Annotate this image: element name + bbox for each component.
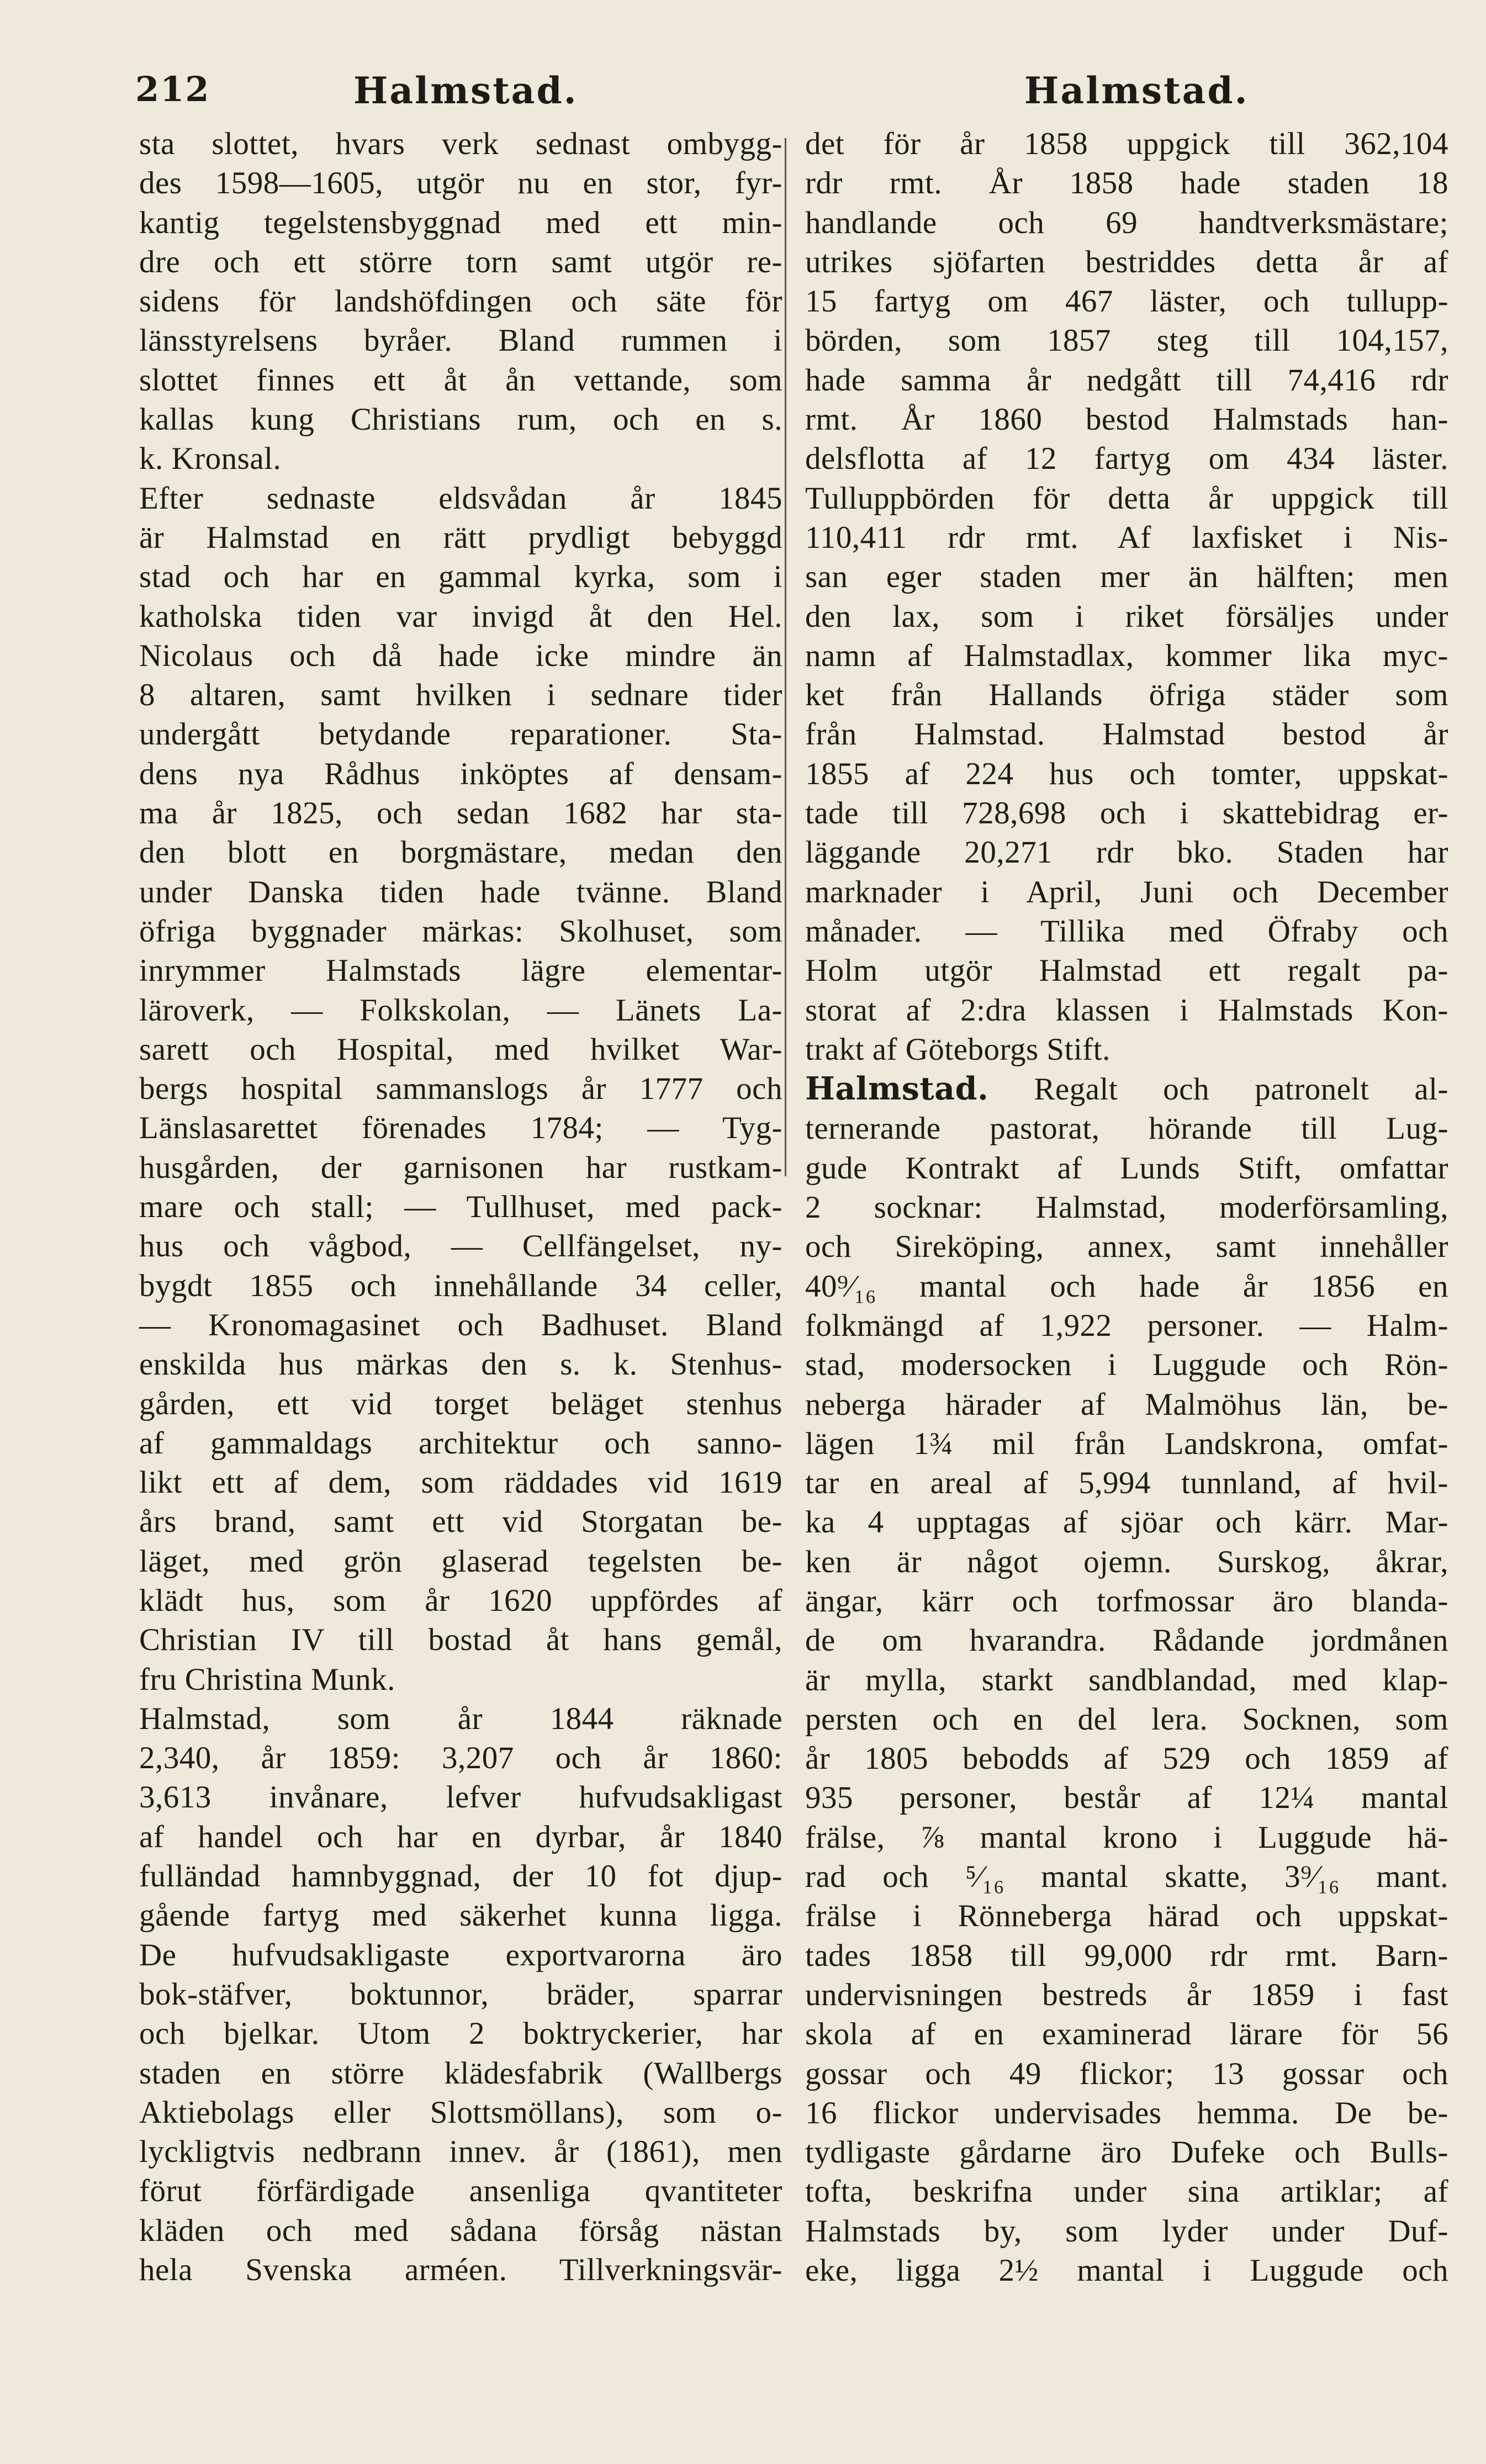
column-divider [785, 138, 786, 1176]
text-line: 16 flickor undervisades hemma. De be- [805, 2095, 1448, 2130]
text-line: 40⁹⁄₁₆ mantal och hade år 1856 en [805, 1268, 1448, 1304]
text-line: ken är något ojemn. Surskog, åkrar, [805, 1544, 1448, 1579]
text-line: sta slottet, hvars verk sednast ombygg- [139, 126, 782, 161]
text-line: Halmstad, som år 1844 räknade [139, 1701, 782, 1736]
text-line: 15 fartyg om 467 läster, och tullupp- [805, 284, 1448, 319]
text-line: läget, med grön glaserad tegelsten be- [139, 1543, 782, 1579]
text-line: kantig tegelstensbyggnad med ett min- [139, 205, 782, 240]
text-line: läggande 20,271 rdr bko. Staden har [805, 835, 1448, 870]
text-line: Tulluppbörden för detta år uppgick till [805, 480, 1448, 516]
text-line: sidens för landshöfdingen och säte för [139, 284, 782, 319]
text-line: under Danska tiden hade tvänne. Bland [139, 874, 782, 910]
text-line: eke, ligga 2½ mantal i Luggude och [805, 2253, 1448, 2288]
text-line: af gammaldags architektur och sanno- [139, 1425, 782, 1461]
text-line: namn af Halmstadlax, kommer lika myc- [805, 638, 1448, 673]
text-line: gående fartyg med säkerhet kunna ligga. [139, 1898, 782, 1933]
text-line: mare och stall; — Tullhuset, med pack- [139, 1189, 782, 1225]
text-line: marknader i April, Juni och December [805, 874, 1448, 910]
running-title-left: Halmstad. [353, 69, 578, 112]
text-line: ternerande pastorat, hörande till Lug- [805, 1111, 1448, 1146]
text-line: månader. — Tillika med Öfraby och [805, 913, 1448, 949]
text-line: Christian IV till bostad åt hans gemål, [139, 1622, 782, 1658]
text-line: Länslasarettet förenades 1784; — Tyg- [139, 1111, 782, 1146]
text-line: 2 socknar: Halmstad, moderförsamling, [805, 1190, 1448, 1225]
text-line: undergått betydande reparationer. Sta- [139, 717, 782, 752]
text-line: stad, modersocken i Luggude och Rön- [805, 1347, 1448, 1383]
text-line: den lax, som i riket försäljes under [805, 599, 1448, 634]
text-line: slottet finnes ett åt ån vettande, som [139, 362, 782, 398]
text-line: storat af 2:dra klassen i Halmstads Kon- [805, 992, 1448, 1028]
text-line: fulländad hamnbyggnad, der 10 fot djup- [139, 1859, 782, 1894]
text-line: klädt hus, som år 1620 uppfördes af [139, 1583, 782, 1618]
text-line: är mylla, starkt sandblandad, med klap- [805, 1662, 1448, 1698]
left-column [139, 124, 782, 2289]
text-line: tofta, beskrifna under sina artiklar; af [805, 2174, 1448, 2209]
text-line: ket från Hallands öfriga städer som [805, 678, 1448, 713]
text-line: undervisningen bestreds år 1859 i fast [805, 1977, 1448, 2012]
text-line: öfriga byggnader märkas: Skolhuset, som [139, 913, 782, 949]
text-line: lyckligtvis nedbrann innev. år (1861), men [139, 2134, 782, 2170]
parish-heading: Halmstad. [805, 1070, 989, 1108]
text-line: neberga härader af Malmöhus län, be- [805, 1387, 1448, 1422]
text-line: staden en större klädesfabrik (Wallbergs [139, 2055, 782, 2091]
text-line: 110,411 rdr rmt. Af laxfisket i Nis- [805, 520, 1448, 555]
text-line: börden, som 1857 steg till 104,157, [805, 323, 1448, 358]
text-line: det för år 1858 uppgick till 362,104 [805, 126, 1448, 161]
text-line: år 1805 bebodds af 529 och 1859 af [805, 1741, 1448, 1776]
text-line: hus och vågbod, — Cellfängelset, ny- [139, 1229, 782, 1264]
text-line: skola af en examinerad lärare för 56 [805, 2017, 1448, 2052]
text-line: tades 1858 till 99,000 rdr rmt. Barn- [805, 1938, 1448, 1973]
text-line: ängar, kärr och torfmossar äro blanda- [805, 1583, 1448, 1619]
text-line: katholska tiden var invigd åt den Hel. [139, 599, 782, 634]
text-line: fru Christina Munk. [139, 1662, 395, 1697]
text-line: 8 altaren, samt hvilken i sednare tider [139, 678, 782, 713]
text-line: persten och en del lera. Socknen, som [805, 1701, 1448, 1737]
text-line: länsstyrelsens byråer. Bland rummen i [139, 323, 782, 358]
text-line: frälse, ⅞ mantal krono i Luggude hä- [805, 1820, 1448, 1855]
text-line: tydligaste gårdarne äro Dufeke och Bulls- [805, 2135, 1448, 2170]
text-line: gården, ett vid torget beläget stenhus [139, 1386, 782, 1421]
text-line: den blott en borgmästare, medan den [139, 835, 782, 870]
text-line: inrymmer Halmstads lägre elementar- [139, 953, 782, 988]
text-line: stad och har en gammal kyrka, som i [139, 559, 782, 595]
text-line: dre och ett större torn samt utgör re- [139, 244, 782, 279]
page-header [0, 52, 1486, 119]
text-line: de om hvarandra. Rådande jordmånen [805, 1623, 1448, 1658]
text-line: — Kronomagasinet och Badhuset. Bland [139, 1307, 782, 1342]
text-line: san eger staden mer än hälften; men [805, 559, 1448, 595]
text-line: utrikes sjöfarten bestriddes detta år af [805, 244, 1448, 279]
text-line: från Halmstad. Halmstad bestod år [805, 717, 1448, 752]
text-line: rmt. År 1860 bestod Halmstads han- [805, 402, 1448, 437]
text-line: tar en areal af 5,994 tunnland, af hvil- [805, 1466, 1448, 1501]
text-line: Nicolaus och då hade icke mindre än [139, 638, 782, 673]
text-line: Efter sednaste eldsvådan år 1845 [139, 480, 782, 516]
text-line: och bjelkar. Utom 2 boktryckerier, har [139, 2016, 782, 2051]
text-line: enskilda hus märkas den s. k. Stenhus- [139, 1347, 782, 1382]
text-line: Halmstads by, som lyder under Duf- [805, 2213, 1448, 2249]
text-line: års brand, samt ett vid Storgatan be- [139, 1504, 782, 1540]
text-line: läroverk, — Folkskolan, — Länets La- [139, 992, 782, 1028]
text-line: gude Kontrakt af Lunds Stift, omfattar [805, 1150, 1448, 1186]
text-line: frälse i Rönneberga härad och uppskat- [805, 1899, 1448, 1934]
text-line: 3,613 invånare, lefver hufvudsakligast [139, 1780, 782, 1815]
parish-entry-line: Halmstad. Regalt och patronelt al- [805, 1070, 1448, 1108]
text-line: husgården, der garnisonen har rustkam- [139, 1150, 782, 1185]
text-line: sarett och Hospital, med hvilket War- [139, 1032, 782, 1067]
text-line: dens nya Rådhus inköptes af densam- [139, 756, 782, 791]
text-line: och Sireköping, annex, samt innehåller [805, 1229, 1448, 1265]
text-line: trakt af Göteborgs Stift. [805, 1032, 1110, 1067]
text-line: folkmängd af 1,922 personer. — Halm- [805, 1308, 1448, 1343]
text-line: kallas kung Christians rum, och en s. [139, 402, 782, 437]
text-line: likt ett af dem, som räddades vid 1619 [139, 1465, 782, 1500]
right-column [805, 124, 1448, 2290]
text-line: delsflotta af 12 fartyg om 434 läster. [805, 441, 1448, 477]
text-line: bergs hospital sammanslogs år 1777 och [139, 1071, 782, 1107]
text-line: förut förfärdigade ansenliga qvantiteter [139, 2174, 782, 2209]
text-line: 1855 af 224 hus och tomter, uppskat- [805, 756, 1448, 791]
text-line: lägen 1¾ mil från Landskrona, omfat- [805, 1426, 1448, 1461]
text-line: De hufvudsakligaste exportvarorna äro [139, 1937, 782, 1973]
running-title-right: Halmstad. [1024, 69, 1249, 112]
text-line: hela Svenska arméen. Tillverkningsvär- [139, 2253, 782, 2288]
text-line: bok-stäfver, boktunnor, bräder, sparrar [139, 1976, 782, 2012]
text-line: 2,340, år 1859: 3,207 och år 1860: [139, 1741, 782, 1776]
text-line: tade till 728,698 och i skattebidrag er- [805, 796, 1448, 831]
page-number: 212 [135, 69, 210, 109]
text-line: 935 personer, består af 12¼ mantal [805, 1780, 1448, 1816]
text-line: gossar och 49 flickor; 13 gossar och [805, 2056, 1448, 2091]
text-line: rad och ⁵⁄₁₆ mantal skatte, 3⁹⁄₁₆ mant. [805, 1859, 1448, 1895]
text-line: ma år 1825, och sedan 1682 har sta- [139, 796, 782, 831]
text-line: kläden och med sådana försåg nästan [139, 2213, 782, 2248]
text-line: är Halmstad en rätt prydligt bebyggd [139, 520, 782, 555]
text-line: handlande och 69 handtverksmästare; [805, 205, 1448, 240]
text-line: hade samma år nedgått till 74,416 rdr [805, 362, 1448, 398]
text-line: ka 4 upptagas af sjöar och kärr. Mar- [805, 1505, 1448, 1540]
text-line: k. Kronsal. [139, 441, 282, 477]
text-line: Aktiebolags eller Slottsmöllans), som o- [139, 2095, 782, 2130]
text-line: des 1598—1605, utgör nu en stor, fyr- [139, 166, 782, 201]
text-line: Holm utgör Halmstad ett regalt pa- [805, 953, 1448, 988]
text-line: bygdt 1855 och innehållande 34 celler, [139, 1268, 782, 1303]
text-line: af handel och har en dyrbar, år 1840 [139, 1819, 782, 1854]
text-line: rdr rmt. År 1858 hade staden 18 [805, 166, 1448, 201]
